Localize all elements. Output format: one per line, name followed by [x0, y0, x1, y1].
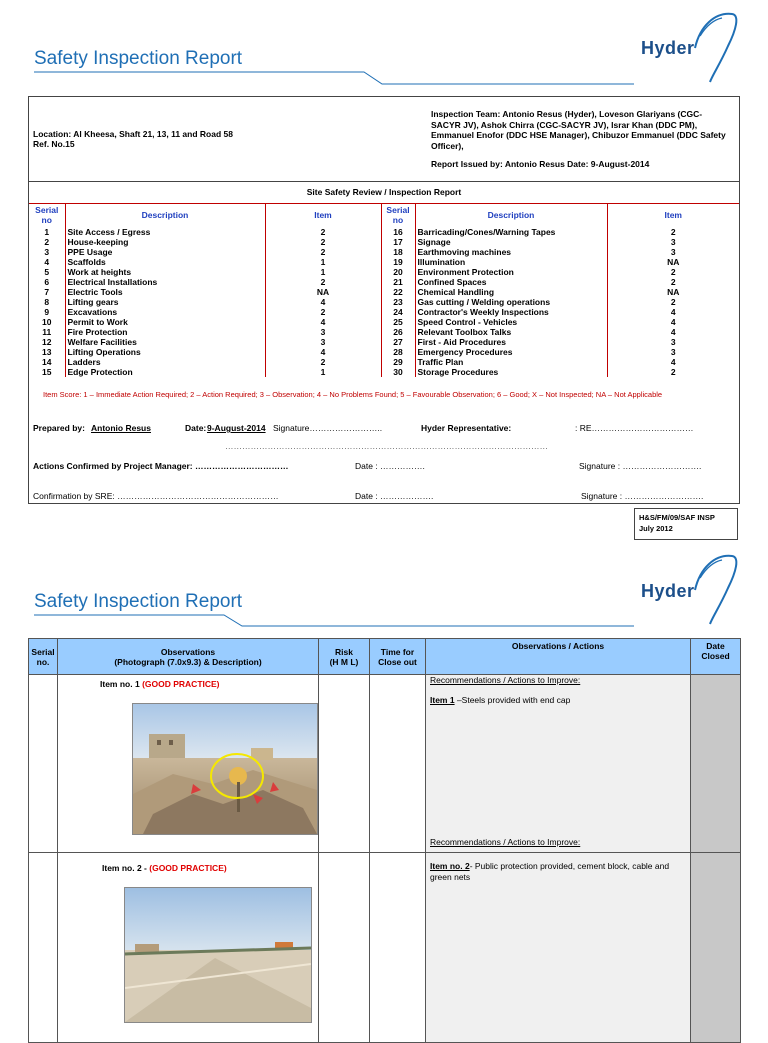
item-score-left: 1 [265, 257, 381, 267]
time-cell [370, 675, 426, 853]
item-score-right: 4 [670, 327, 676, 337]
description-left: Work at heights [65, 267, 265, 277]
description-right: Storage Procedures [415, 367, 607, 377]
description-left: Scaffolds [65, 257, 265, 267]
location: Location: Al Kheesa, Shaft 21, 13, 11 and Road 58 [33, 129, 233, 139]
actions-confirmed: Actions Confirmed by Project Manager: …………………………… [33, 461, 289, 471]
inspection-row [29, 237, 739, 247]
item-score-right: 3 [670, 247, 676, 257]
serial-left: 12 [29, 337, 65, 347]
description-left: Fire Protection [65, 327, 265, 337]
description-right: Gas cutting / Welding operations [415, 297, 607, 307]
header-serial-right: Serial no [381, 203, 415, 227]
serial-right: 24 [381, 307, 415, 317]
serial-right: 19 [381, 257, 415, 267]
item-score-right: 4 [670, 307, 676, 317]
serial-right: 22 [381, 287, 415, 297]
col-serial: Serial no. [29, 639, 58, 675]
item-2-text: Item no. 2- Public protection provided, cement block, cable and green nets [430, 861, 670, 882]
photo-item-1 [132, 703, 318, 835]
serial-left: 6 [29, 277, 65, 287]
description-left: Excavations [65, 307, 265, 317]
description-right: Emergency Procedures [415, 347, 607, 357]
form-code: H&S/FM/09/SAF INSP [639, 513, 715, 522]
item-label: Item no. 2 - (GOOD PRACTICE) [102, 863, 227, 873]
observation-cell [58, 675, 319, 853]
serial-right: 29 [381, 357, 415, 367]
inspection-row [29, 297, 739, 307]
inspection-row [29, 327, 739, 337]
description-left: Lifting gears [65, 297, 265, 307]
description-left: PPE Usage [65, 247, 265, 257]
divider [29, 181, 739, 182]
confirmation-sre: Confirmation by SRE: ………………………………………………… [33, 491, 279, 501]
serial-cell [29, 853, 58, 1043]
observation-cell [58, 853, 319, 1043]
item-score-left: 2 [265, 277, 381, 287]
site-photo-1 [133, 704, 317, 834]
col-risk: Risk (H M L) [319, 639, 370, 675]
item-score-left: 3 [265, 327, 381, 337]
inspection-row [29, 317, 739, 327]
inspection-row [29, 257, 739, 267]
serial-right: 21 [381, 277, 415, 287]
description-right: Confined Spaces [415, 277, 607, 287]
page2-hyder-logo [640, 548, 740, 628]
date-closed-cell [691, 675, 741, 853]
serial-left: 9 [29, 307, 65, 317]
col-date-closed: Date Closed [691, 639, 741, 675]
item-score-left: 2 [265, 237, 381, 247]
item-score-left: 1 [265, 367, 381, 377]
date-field-1: Date : ……………. [355, 461, 425, 471]
description-right: Chemical Handling [415, 287, 607, 297]
item-score-right: 3 [670, 347, 676, 357]
serial-left: 4 [29, 257, 65, 267]
re-field: : RE……………………………… [575, 423, 694, 433]
inspection-row [29, 227, 739, 237]
item-score-right: 2 [670, 277, 676, 287]
serial-right: 28 [381, 347, 415, 357]
serial-left: 5 [29, 267, 65, 277]
item-label: Item no. 1 (GOOD PRACTICE) [100, 679, 220, 689]
inspection-row [29, 357, 739, 367]
serial-left: 3 [29, 247, 65, 257]
item-score-left: 2 [265, 227, 381, 237]
signature-field: Signature…………………….. [273, 423, 383, 433]
item-score-left: NA [265, 287, 381, 297]
site-photo-2 [125, 888, 311, 1022]
inspection-row [29, 307, 739, 317]
inspection-row [29, 337, 739, 347]
page2-logo-text: Hyder [641, 581, 695, 601]
description-left: Permit to Work [65, 317, 265, 327]
actions-cell [426, 675, 691, 853]
serial-right: 17 [381, 237, 415, 247]
description-left: Electric Tools [65, 287, 265, 297]
serial-right: 20 [381, 267, 415, 277]
item-score-right: 4 [670, 357, 676, 367]
date-label: Date: [185, 423, 207, 433]
description-left: Edge Protection [65, 367, 265, 377]
description-left: Site Access / Egress [65, 227, 265, 237]
col-observations: Observations (Photograph (7.0x9.3) & Description) [58, 639, 319, 675]
description-right: Illumination [415, 257, 607, 267]
date-field-2: Date : ………………. [355, 491, 434, 501]
description-right: Barricading/Cones/Warning Tapes [415, 227, 607, 237]
report-header-box [28, 96, 740, 504]
page2-title: Safety Inspection Report [34, 591, 243, 612]
prepared-by-value: Antonio Resus [91, 423, 151, 433]
serial-left: 1 [29, 227, 65, 237]
item-score-right: 2 [670, 267, 676, 277]
description-right: First - Aid Procedures [415, 337, 607, 347]
item-score-left: 2 [265, 247, 381, 257]
item-score-right: 3 [670, 237, 676, 247]
inspection-team: Inspection Team: Antonio Resus (Hyder), Loveson Glariyans (CGC-SACYR JV), Ashok Chirra (CGC-SACYR JV), Israr Khan (DDC PM), Emmanuel Enofor (DDC HSE Manager), Chibuzor Emmanuel (DDC Safety Officer), [431, 109, 726, 151]
inspection-row [29, 287, 739, 297]
actions-cell [426, 853, 691, 1043]
item-score-left: 3 [265, 337, 381, 347]
photo-item-2 [124, 887, 312, 1023]
description-right: Earthmoving machines [415, 247, 607, 257]
inspection-row [29, 367, 739, 377]
item-score-right: 3 [670, 337, 676, 347]
description-left: Ladders [65, 357, 265, 367]
good-practice-tag: (GOOD PRACTICE) [142, 679, 220, 689]
inspection-row [29, 247, 739, 257]
header-item-left: Item [265, 203, 381, 227]
description-left: Electrical Installations [65, 277, 265, 287]
score-note: Item Score: 1 – Immediate Action Required; 2 – Action Required; 3 – Observation; 4 – No Problems Found; 5 – Favourable Observation; 6 – Good; X – Not Inspected; NA – Not Applicable [43, 390, 663, 399]
item-1-text: Item 1 –Steels provided with end cap [430, 695, 571, 705]
header-description-right: Description [415, 203, 607, 227]
item-score-right: 4 [670, 317, 676, 327]
description-left: Welfare Facilities [65, 337, 265, 347]
inspection-row [29, 267, 739, 277]
description-right: Contractor's Weekly Inspections [415, 307, 607, 317]
hyder-representative: Hyder Representative: [421, 423, 512, 433]
description-right: Speed Control - Vehicles [415, 317, 607, 327]
title-underline [34, 70, 634, 90]
observation-row-2 [29, 853, 741, 1043]
recommendations-heading: Recommendations / Actions to Improve: [430, 675, 581, 685]
description-right: Traffic Plan [415, 357, 607, 367]
serial-left: 2 [29, 237, 65, 247]
item-score-left: 4 [265, 347, 381, 357]
description-right: Signage [415, 237, 607, 247]
item-score-left: 1 [265, 267, 381, 277]
date-value: 9-August-2014 [207, 423, 266, 433]
serial-right: 16 [381, 227, 415, 237]
description-left: Lifting Operations [65, 347, 265, 357]
risk-cell [319, 853, 370, 1043]
time-cell [370, 853, 426, 1043]
good-practice-tag: (GOOD PRACTICE) [149, 863, 227, 873]
form-code-box [634, 508, 738, 540]
item-score-left: 2 [265, 357, 381, 367]
signature-field-2: Signature : ………………………. [581, 491, 704, 501]
serial-right: 26 [381, 327, 415, 337]
observation-row-1 [29, 675, 741, 853]
col-time-for-close-out: Time for Close out [370, 639, 426, 675]
serial-left: 14 [29, 357, 65, 367]
item-score-right: NA [667, 287, 680, 297]
dotted-line: …………………………………………………………………………………………………… [225, 441, 548, 451]
item-score-right: 2 [670, 367, 676, 377]
serial-left: 7 [29, 287, 65, 297]
prepared-by-label: Prepared by: [33, 423, 85, 433]
serial-right: 30 [381, 367, 415, 377]
risk-cell [319, 675, 370, 853]
header-item-right: Item [664, 210, 682, 220]
serial-left: 11 [29, 327, 65, 337]
item-score-left: 2 [265, 307, 381, 317]
observations-table [28, 638, 741, 1043]
description-right: Environment Protection [415, 267, 607, 277]
inspection-row [29, 277, 739, 287]
report-issued: Report Issued by: Antonio Resus Date: 9-August-2014 [431, 159, 650, 169]
description-left: House-keeping [65, 237, 265, 247]
page2-title-underline [34, 612, 634, 632]
form-date: July 2012 [639, 524, 673, 533]
table-body [29, 227, 739, 377]
serial-left: 15 [29, 367, 65, 377]
inspection-row [29, 347, 739, 357]
serial-left: 8 [29, 297, 65, 307]
page-title: Safety Inspection Report [34, 48, 243, 69]
serial-left: 13 [29, 347, 65, 357]
header-description-left: Description [65, 203, 265, 227]
ref-no: Ref. No.15 [33, 139, 75, 149]
serial-right: 27 [381, 337, 415, 347]
inspection-items-table [29, 203, 739, 377]
description-right: Relevant Toolbox Talks [415, 327, 607, 337]
recommendations-heading-2: Recommendations / Actions to Improve: [430, 837, 581, 847]
item-score-right: NA [667, 257, 680, 267]
item-score-left: 4 [265, 297, 381, 307]
date-closed-cell [691, 853, 741, 1043]
hyder-logo [640, 6, 740, 86]
logo-text: Hyder [641, 38, 695, 58]
signature-field-1: Signature : ………………………. [579, 461, 702, 471]
col-observations-actions: Observations / Actions [426, 639, 691, 675]
item-score-right: 2 [670, 297, 676, 307]
serial-cell [29, 675, 58, 853]
item-score-right: 2 [670, 227, 676, 237]
serial-right: 25 [381, 317, 415, 327]
serial-right: 18 [381, 247, 415, 257]
header-serial-left: Serial no [29, 203, 65, 227]
serial-right: 23 [381, 297, 415, 307]
item-score-left: 4 [265, 317, 381, 327]
serial-left: 10 [29, 317, 65, 327]
review-heading: Site Safety Review / Inspection Report [306, 187, 462, 197]
